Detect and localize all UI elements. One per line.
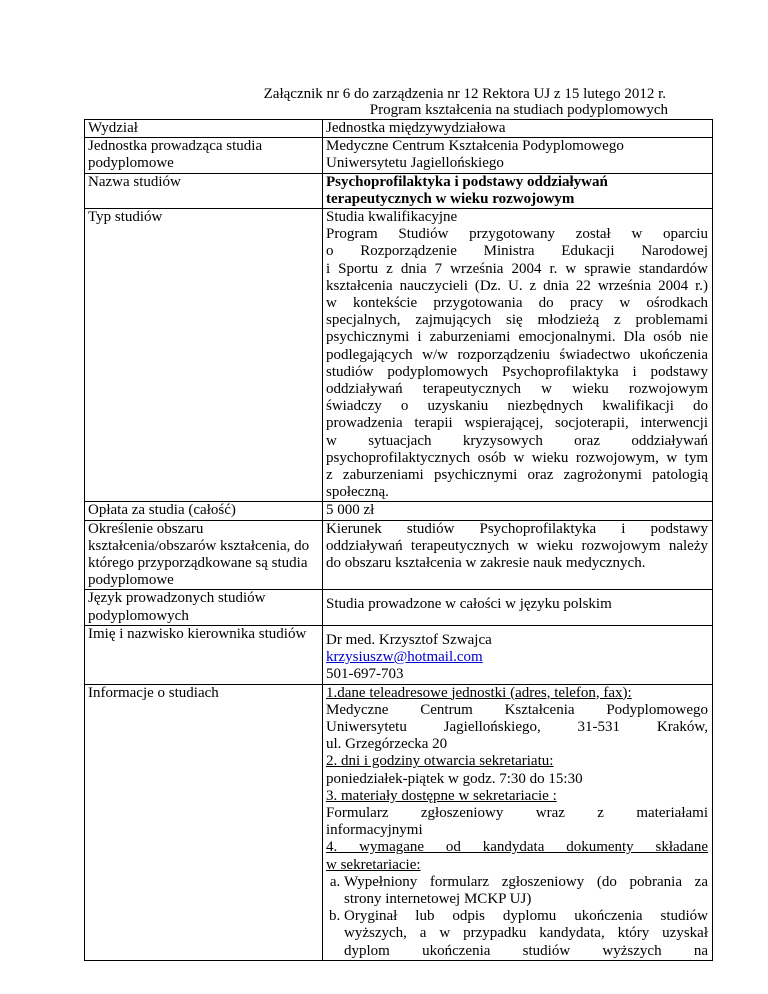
label-wydzial: Wydział: [85, 120, 323, 138]
value-jezyk-text: Studia prowadzone w całości w języku polskim: [326, 596, 612, 613]
typ-line-4: i Sportu z dnia 7 września 2004 r. w sprawie standardów: [326, 260, 708, 277]
info-address-l3: ul. Grzegórzecka 20: [326, 736, 448, 753]
label-jednostka-l1: Jednostka prowadząca studia: [88, 138, 263, 155]
value-jednostka-l1: Medyczne Centrum Kształcenia Podyplomowego: [326, 138, 624, 155]
value-jednostka-l2: Uniwersytetu Jagiellońskiego: [326, 155, 504, 172]
document-item-a-l2: strony internetowej MCKP UJ): [344, 890, 532, 907]
label-obszar-l2: kształcenia/obszarów kształcenia, do: [88, 537, 310, 554]
info-section-1-title: 1.dane teleadresowe jednostki (adres, telefon, fax):: [326, 684, 632, 701]
typ-line-13: prowadzenia terapii wspierającej, socjoterapii, interwencji: [326, 415, 708, 432]
value-jednostka: [323, 138, 713, 173]
label-jednostka-l2: podyplomowe: [88, 155, 174, 172]
info-section-4-title-l1: 4. wymagane od kandydata dokumenty składane: [326, 839, 708, 856]
typ-line-6: w kontekście przygotowania do pracy w ośrodkach: [326, 295, 708, 312]
info-hours: poniedziałek-piątek w godz. 7:30 do 15:30: [326, 770, 583, 787]
value-obszar-l3: do obszaru kształcenia w zakresie nauk medycznych.: [326, 555, 646, 572]
typ-line-17: społeczną.: [326, 484, 389, 501]
row-obszar: [85, 520, 713, 590]
typ-line-2: Program Studiów przygotowany został w oparciu: [326, 226, 708, 243]
info-section-4-title-l2: w sekretariacie:: [326, 856, 421, 873]
manager-phone: 501-697-703: [326, 666, 404, 683]
typ-line-7: specjalnych, zajmujących się młodzieżą z problemami: [326, 312, 708, 329]
attachment-header: Załącznik nr 6 do zarządzenia nr 12 Rektora UJ z 15 lutego 2012 r.: [263, 86, 666, 102]
row-informacje: [85, 684, 713, 960]
info-address-l1: Medyczne Centrum Kształcenia Podyplomowego: [326, 701, 708, 718]
document-item-b: [344, 908, 708, 960]
document-item-b-l2: wyższych, a w przypadku kandydata, który uzyskał: [344, 925, 708, 942]
typ-line-5: kształcenia nauczycieli (Dz. U. z dnia 22 września 2004 r.): [326, 277, 708, 294]
value-nazwa-l2: terapeutycznych w wieku rozwojowym: [326, 190, 575, 207]
row-wydzial: [85, 120, 713, 138]
info-materials-l1: Formularz zgłoszeniowy wraz z materiałami: [326, 804, 708, 821]
row-typ: [85, 209, 713, 502]
value-nazwa-l1: Psychoprofilaktyka i podstawy oddziaływań: [326, 173, 608, 190]
label-jednostka: [85, 138, 323, 173]
label-nazwa: Nazwa studiów: [85, 173, 323, 208]
typ-line-16: z zaburzeniami psychicznymi oraz zagrożonymi patologią: [326, 467, 708, 484]
typ-line-12: świadczy o uzyskaniu niezbędnych kwalifikacji do: [326, 398, 708, 415]
typ-line-14: w sytuacjach kryzysowych oraz oddziaływań: [326, 432, 708, 449]
label-obszar-l4: podyplomowe: [88, 572, 174, 589]
label-typ: Typ studiów: [85, 209, 323, 502]
value-jezyk: [323, 590, 713, 625]
label-kierownik: Imię i nazwisko kierownika studiów: [85, 625, 323, 684]
value-nazwa: [323, 173, 713, 208]
program-header: Program kształcenia na studiach podyplomowych: [369, 102, 668, 118]
document-item-b-l1: b. Oryginał lub odpis dyplomu ukończenia studiów: [344, 908, 708, 925]
info-materials-l2: informacyjnymi: [326, 822, 423, 839]
row-kierownik: [85, 625, 713, 684]
typ-line-9: podlegających w/w rozporządzeniu świadectwo ukończenia: [326, 346, 708, 363]
label-obszar-l1: Określenie obszaru: [88, 520, 204, 537]
typ-line-1: Studia kwalifikacyjne: [326, 209, 458, 226]
manager-name: Dr med. Krzysztof Szwajca: [326, 631, 492, 648]
label-jezyk-l1: Język prowadzonych studiów: [88, 590, 266, 607]
row-jednostka: [85, 138, 713, 173]
typ-line-3: o Rozporządzenie Ministra Edukacji Narodowej: [326, 243, 708, 260]
label-informacje: Informacje o studiach: [85, 684, 323, 960]
typ-line-11: oddziaływań terapeutycznych w wieku rozwojowym: [326, 381, 708, 398]
info-address-l2: Uniwersytetu Jagiellońskiego, 31-531 Kraków,: [326, 718, 708, 735]
typ-line-8: psychicznymi i zaburzeniami emocjonalnymi. Dla osób nie: [326, 329, 708, 346]
value-typ: [323, 209, 713, 502]
document-item-a: [344, 874, 708, 908]
document-item-b-l3: dyplom ukończenia studiów wyższych na: [344, 942, 708, 959]
row-jezyk: [85, 590, 713, 625]
label-obszar-l3: którego przyporządkowane są studia: [88, 555, 308, 572]
label-jezyk-l2: podyplomowych: [88, 607, 189, 624]
document-item-a-l1: a. Wypełniony formularz zgłoszeniowy (do pobrania za: [344, 873, 708, 890]
row-nazwa: [85, 173, 713, 208]
value-obszar: [323, 520, 713, 590]
value-wydzial: Jednostka międzywydziałowa: [323, 120, 713, 138]
row-oplata: [85, 502, 713, 520]
info-section-2-title: 2. dni i godziny otwarcia sekretariatu:: [326, 753, 554, 770]
manager-email-link[interactable]: krzysiuszw@hotmail.com: [326, 649, 483, 666]
value-obszar-l1: Kierunek studiów Psychoprofilaktyka i podstawy: [326, 520, 708, 537]
label-oplata: Opłata za studia (całość): [85, 502, 323, 520]
value-oplata: 5 000 zł: [323, 502, 713, 520]
documents-list: [326, 874, 708, 960]
program-table: [84, 119, 713, 961]
value-kierownik: [323, 625, 713, 684]
label-jezyk: [85, 590, 323, 625]
typ-line-10: studiów podyplomowych Psychoprofilaktyka i podstawy: [326, 363, 708, 380]
value-informacje: [323, 684, 713, 960]
value-obszar-l2: oddziaływań terapeutycznych w wieku rozwojowym należy: [326, 537, 708, 554]
label-obszar: [85, 520, 323, 590]
info-section-3-title: 3. materiały dostępne w sekretariacie :: [326, 787, 557, 804]
typ-line-15: psychoprofilaktycznych osób w wieku rozwojowym, w tym: [326, 449, 708, 466]
